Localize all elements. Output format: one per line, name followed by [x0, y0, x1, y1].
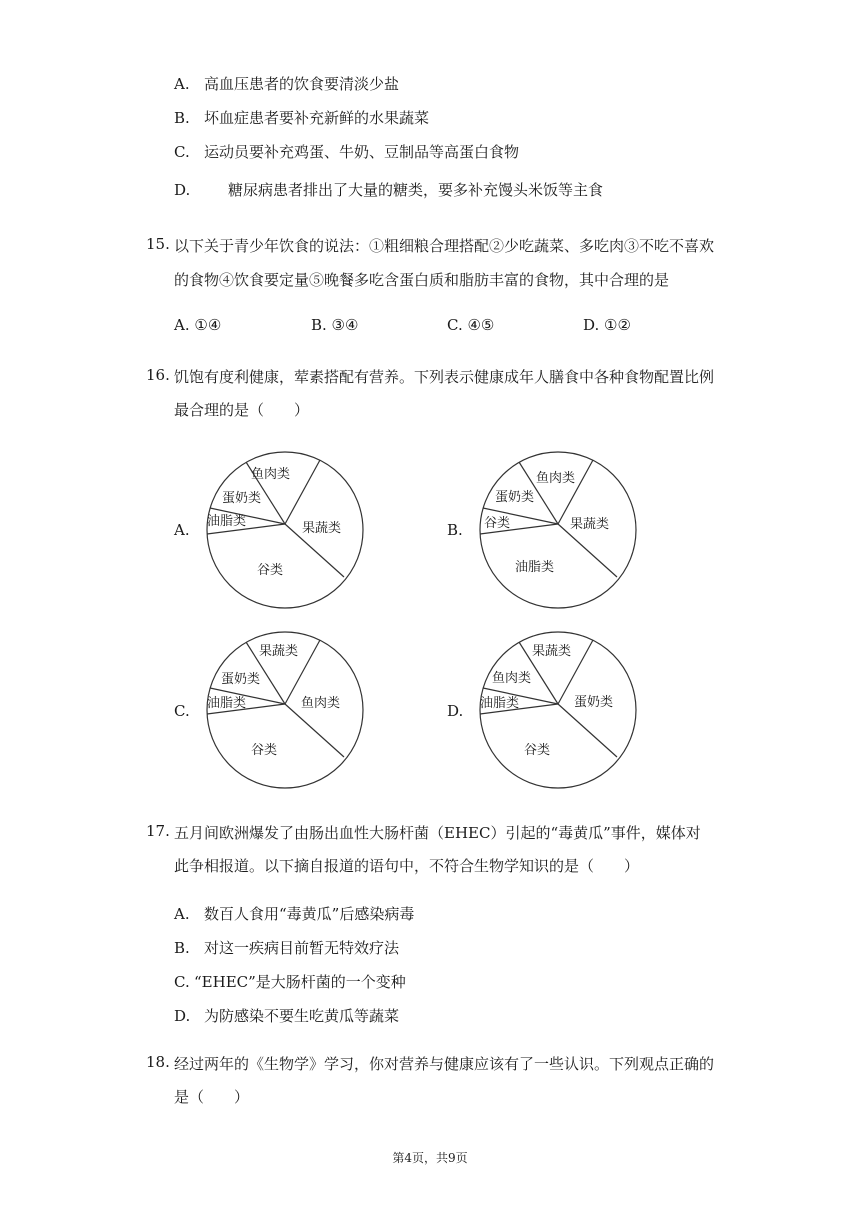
pie-chart-b: [468, 446, 648, 614]
option-text: 为防感染不要生吃黄瓜等蔬菜: [204, 1007, 400, 1025]
q15-option-d: D. ①②: [583, 316, 631, 334]
pie-chart-d: [468, 626, 648, 794]
option-letter: A.: [174, 905, 190, 923]
option-text: “EHEC”是大肠杆菌的一个变种: [194, 973, 406, 991]
slice-label: 谷类: [524, 743, 551, 758]
option-letter: B.: [174, 109, 190, 127]
pie-b-label: B.: [447, 521, 463, 539]
option-letter: D.: [174, 1007, 191, 1025]
pie-chart-c: [195, 626, 375, 794]
pie-chart-a: [195, 446, 375, 614]
option-text: 对这一疾病目前暂无特效疗法: [204, 939, 400, 957]
slice-label: 谷类: [257, 563, 284, 578]
q14-option-c: [174, 141, 519, 162]
slice-label: 油脂类: [207, 514, 247, 529]
slice-label: 蛋奶类: [574, 695, 614, 710]
slice-label: 果蔬类: [259, 644, 299, 659]
q17-number: 17.: [146, 822, 170, 840]
q17-option-d: [174, 1005, 399, 1026]
q16-text-line2: 最合理的是（ ）: [174, 401, 310, 419]
option-text: 高血压患者的饮食要清淡少盐: [204, 75, 400, 93]
slice-label: 果蔬类: [532, 644, 572, 659]
slice-label: 果蔬类: [302, 521, 342, 536]
q15-number: 15.: [146, 235, 170, 253]
q15-option-a: A. ①④: [174, 316, 222, 334]
option-text: 糖尿病患者排出了大量的糖类，要多补充馒头米饭等主食: [228, 181, 604, 199]
option-text: 数百人食用“毒黄瓜”后感染病毒: [204, 905, 415, 923]
option-text: 运动员要补充鸡蛋、牛奶、豆制品等高蛋白食物: [204, 143, 520, 161]
q15-text-line1: 以下关于青少年饮食的说法：①粗细粮合理搭配②少吃蔬菜、多吃肉③不吃不喜欢: [174, 237, 715, 255]
slice-label: 鱼肉类: [536, 471, 576, 486]
pie-a-label: A.: [174, 521, 190, 539]
pie-c-label: C.: [174, 702, 190, 720]
q15-text-line2: 的食物④饮食要定量⑤晚餐多吃含蛋白质和脂肪丰富的食物，其中合理的是: [174, 271, 670, 289]
slice-label: 鱼肉类: [251, 467, 291, 482]
slice-label: 蛋奶类: [222, 491, 262, 506]
slice-label: 鱼肉类: [492, 671, 532, 686]
option-letter: B.: [174, 939, 190, 957]
divider-line: [558, 460, 593, 524]
slice-label: 蛋奶类: [221, 672, 261, 687]
q17-option-b: [174, 937, 399, 958]
option-letter: D.: [174, 181, 191, 199]
option-text: 坏血症患者要补充新鲜的水果蔬菜: [204, 109, 430, 127]
option-letter: C.: [174, 973, 190, 991]
slice-label: 油脂类: [207, 696, 247, 711]
slice-label: 谷类: [251, 743, 278, 758]
slice-label: 果蔬类: [570, 517, 610, 532]
q18-text-line2: 是（ ）: [174, 1088, 250, 1106]
divider-line: [285, 460, 320, 524]
slice-label: 蛋奶类: [495, 490, 535, 505]
q17-text-line1: 五月间欧洲爆发了由肠出血性大肠杆菌（EHEC）引起的“毒黄瓜”事件，媒体对: [174, 824, 701, 842]
divider-line: [285, 704, 344, 757]
q17-option-a: [174, 903, 414, 924]
slice-label: 油脂类: [515, 560, 555, 575]
divider-line: [558, 704, 617, 757]
slice-label: 谷类: [484, 516, 511, 531]
q18-number: 18.: [146, 1053, 170, 1071]
q15-option-c: C. ④⑤: [447, 316, 495, 334]
slice-label: 鱼肉类: [301, 696, 341, 711]
page-footer: 第4页，共9页: [392, 1151, 468, 1165]
q18-text-line1: 经过两年的《生物学》学习，你对营养与健康应该有了一些认识。下列观点正确的: [174, 1055, 715, 1073]
q14-option-d: [174, 179, 603, 200]
q15-option-b: B. ③④: [311, 316, 359, 334]
option-letter: A.: [174, 75, 190, 93]
q14-option-b: [174, 107, 429, 128]
q14-option-a: [174, 73, 399, 94]
q16-text-line1: 饥饱有度利健康，荤素搭配有营养。下列表示健康成年人膳食中各种食物配置比例: [174, 368, 715, 386]
q17-text-line2: 此争相报道。以下摘自报道的语句中，不符合生物学知识的是（ ）: [174, 857, 640, 875]
pie-d-label: D.: [447, 702, 464, 720]
option-letter: C.: [174, 143, 190, 161]
q17-option-c: [174, 971, 406, 992]
q16-number: 16.: [146, 366, 170, 384]
slice-label: 油脂类: [480, 696, 520, 711]
